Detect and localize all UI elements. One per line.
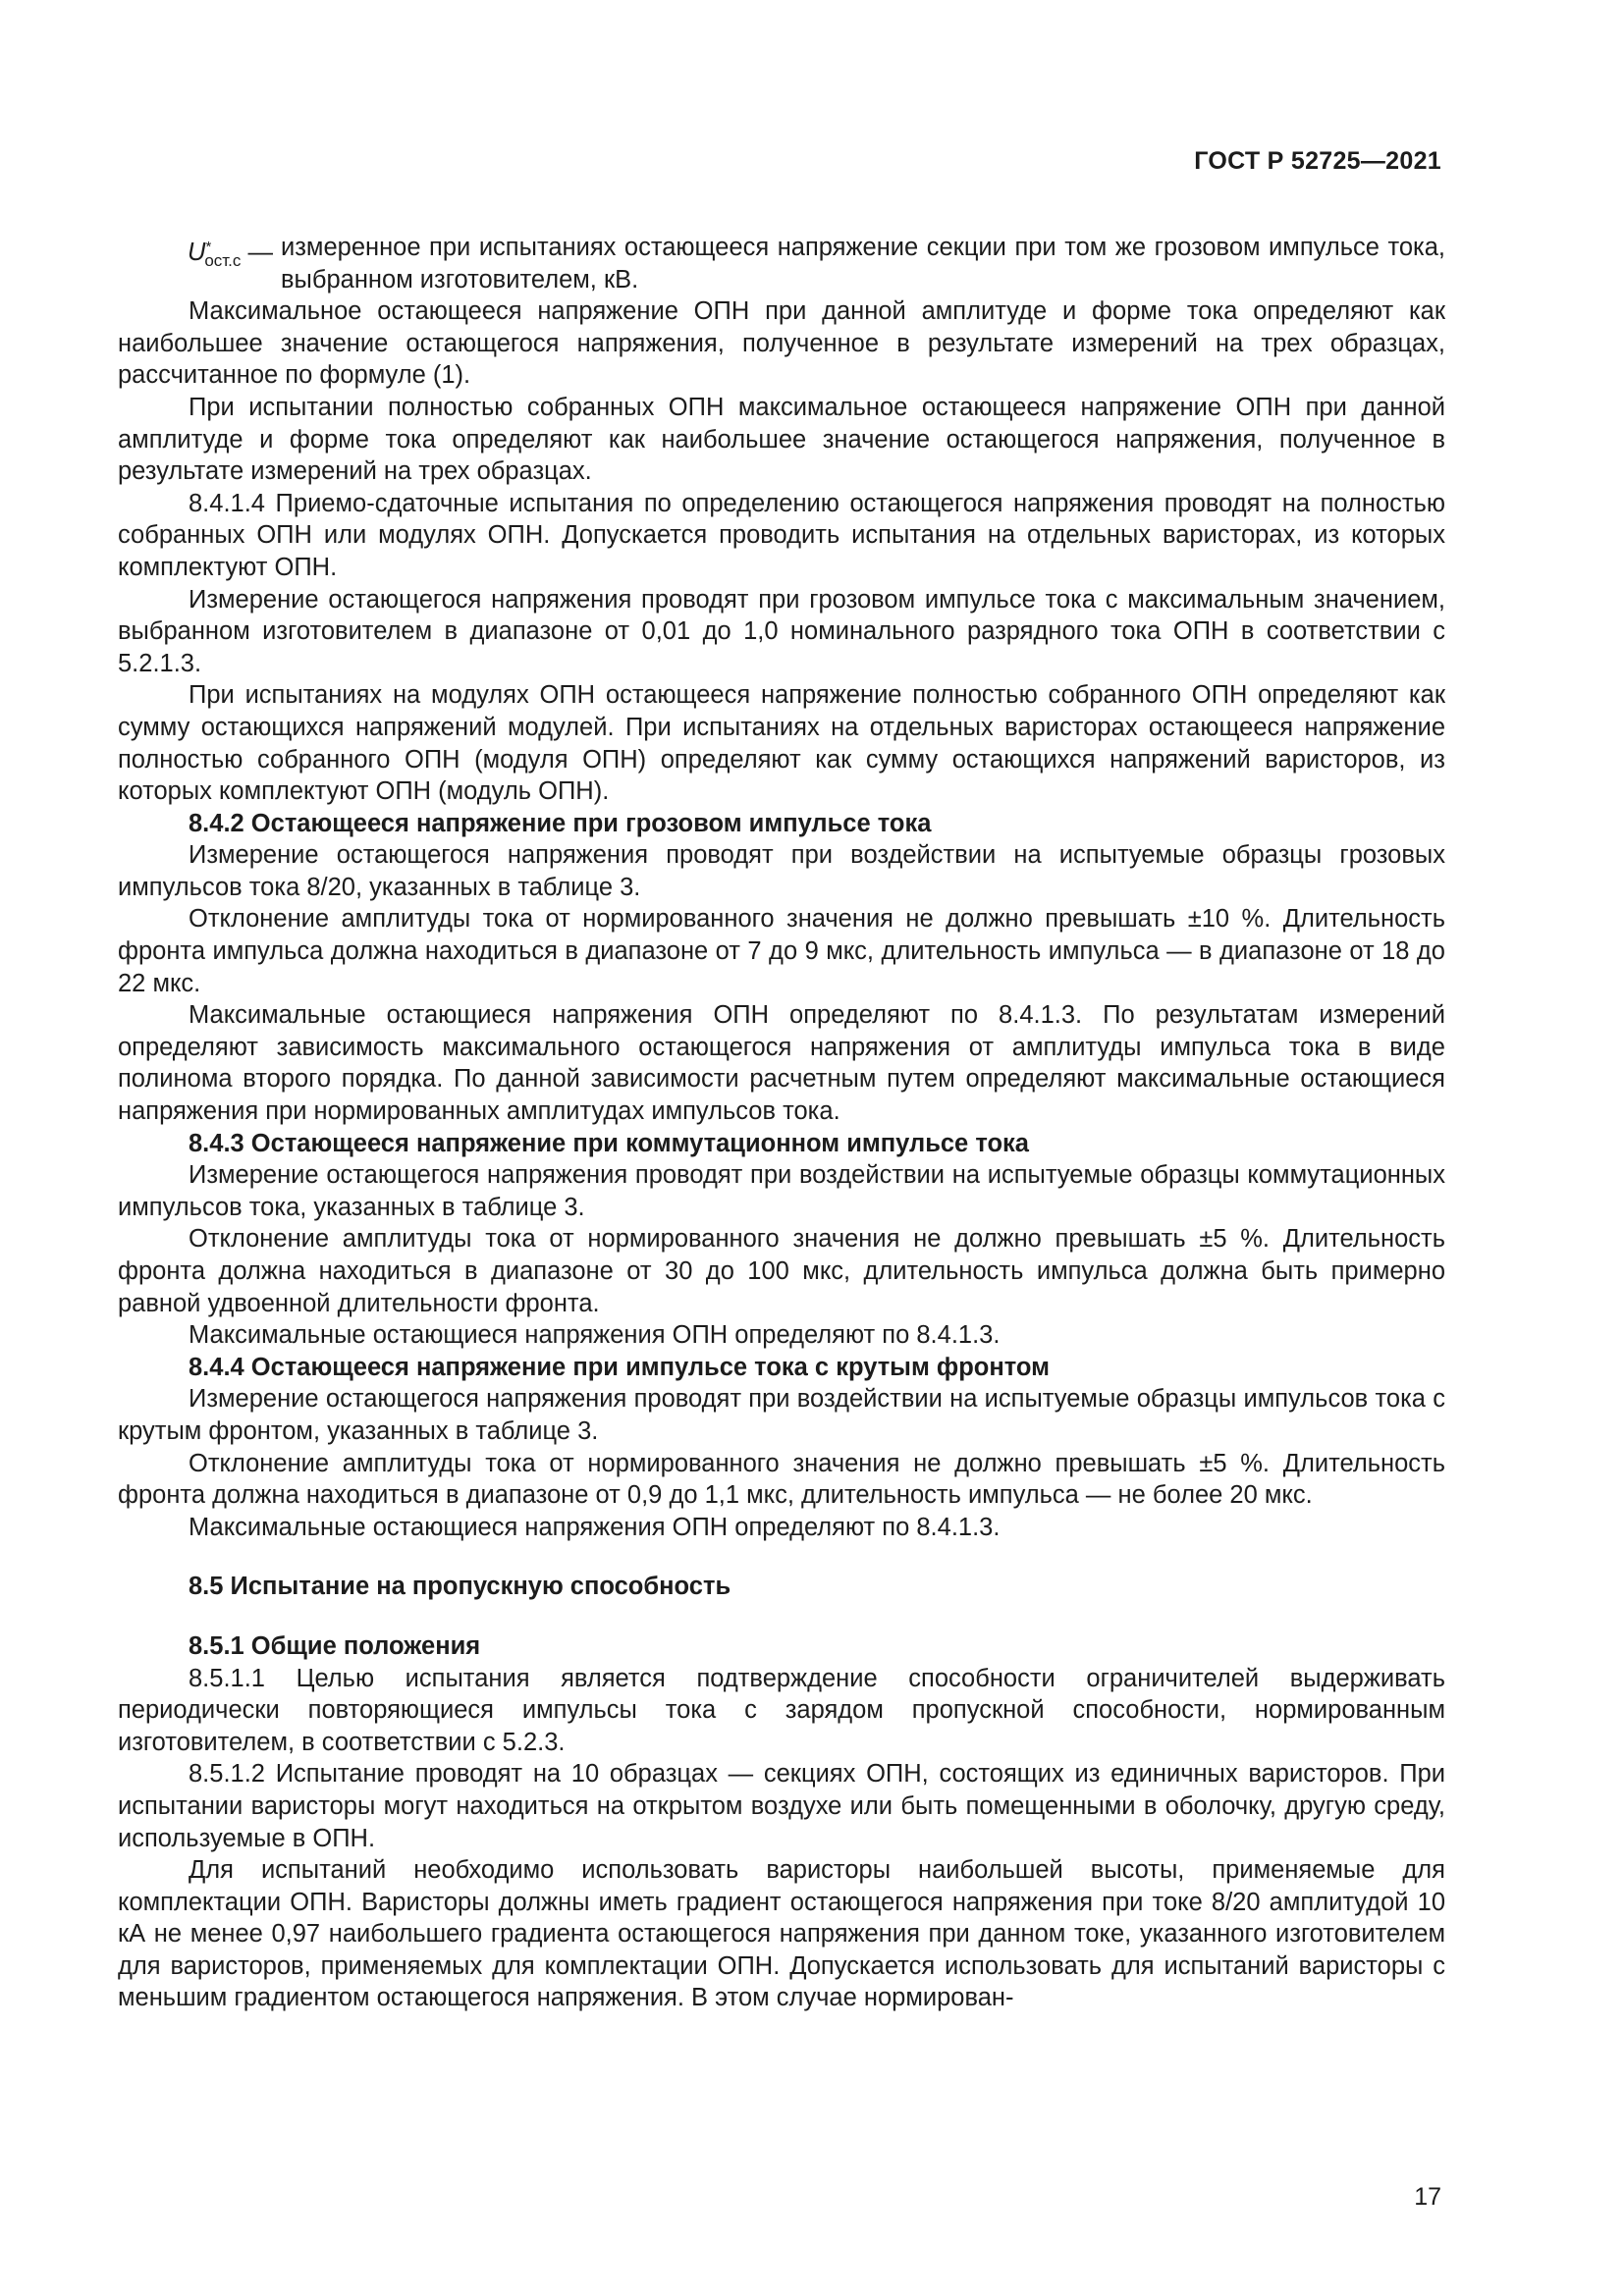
section-heading: 8.4.4 Остающееся напряжение при импульсе тока с крутым фронтом	[189, 1353, 1051, 1381]
section-heading: 8.4.2 Остающееся напряжение при грозовом импульсе тока	[189, 809, 932, 837]
paragraph: Для испытаний необходимо использовать варисторы наибольшей высоты, применяемые для комплектации ОПН. Варисторы должны иметь градиент остающегося напряжения при токе 8/20 амплитудой 10 кА не менее 0,97 наибольшего градиента остающегося напряжения при данном токе, указанного изготовителем для варисторов, применяемых для комплектации ОПН. Допускается использовать для испытаний варисторы с меньшим градиентом остающегося напряжения. В этом случае нормирован-	[118, 1856, 1445, 2012]
paragraph: Измерение остающегося напряжения проводят при воздействии на испытуемые образцы импульсов тока с крутым фронтом, указанных в таблице 3.	[118, 1385, 1445, 1445]
symbol-subscript: ост.с	[204, 251, 242, 270]
document-id: ГОСТ Р 52725—2021	[1194, 147, 1441, 175]
paragraph: При испытании полностью собранных ОПН максимальное остающееся напряжение ОПН при данной амплитуде и форме тока определяют как наибольшее значение остающегося напряжения, полученное в результате измерений на трех образцах.	[118, 393, 1445, 486]
paragraph: Максимальные остающиеся напряжения ОПН определяют по 8.4.1.3.	[189, 1321, 1001, 1350]
section-heading: 8.5.1 Общие положения	[189, 1631, 481, 1660]
paragraph: Максимальное остающееся напряжение ОПН при данной амплитуде и форме тока определяют как наибольшее значение остающегося напряжения, полученное в результате измерений на трех образцах, рассчитанное по формуле (1).	[118, 297, 1445, 390]
symbol-dash: —	[247, 239, 273, 266]
section-heading: 8.5 Испытание на пропускную способность	[189, 1573, 731, 1601]
symbol-base: U	[188, 239, 206, 266]
paragraph: Максимальные остающиеся напряжения ОПН определяют по 8.4.1.3.	[189, 1513, 1001, 1541]
paragraph: При испытаниях на модулях ОПН остающееся напряжение полностью собранного ОПН определяют как сумму остающихся напряжений модулей. При испытаниях на отдельных варисторах остающееся напряжение полностью собранного ОПН (модуля ОПН) определяют как сумму остающихся напряжений варисторов, из которых комплектуют ОПН (модуль ОПН).	[118, 681, 1445, 806]
symbol-definition-text: измеренное при испытаниях остающееся напряжение секции при том же грозовом импульсе тока, выбранном изготовителем, кВ.	[281, 234, 1445, 294]
paragraph: Максимальные остающиеся напряжения ОПН определяют по 8.4.1.3. По результатам измерений определяют зависимость максимального остающегося напряжения от амплитуды импульса тока в виде полинома второго порядка. По данной зависимости расчетным путем определяют максимальные остающиеся напряжения при нормированных амплитудах импульсов тока.	[118, 1001, 1445, 1126]
section-heading: 8.4.3 Остающееся напряжение при коммутационном импульсе тока	[189, 1129, 1029, 1157]
paragraph: 8.5.1.1 Целью испытания является подтверждение способности ограничителей выдерживать периодически повторяющиеся импульсы тока с зарядом пропускной способности, нормированным изготовителем, в соответствии с 5.2.3.	[118, 1664, 1445, 1756]
page-number: 17	[1414, 2183, 1441, 2211]
paragraph-list	[118, 295, 1445, 2014]
paragraph: Отклонение амплитуды тока от нормированного значения не должно превышать ±5 %. Длительность фронта должна находиться в диапазоне от 0,9 до 1,1 мкс, длительность импульса — не более 20 мкс.	[118, 1449, 1445, 1510]
paragraph: Измерение остающегося напряжения проводят при воздействии на испытуемые образцы коммутационных импульсов тока, указанных в таблице 3.	[118, 1161, 1445, 1221]
paragraph: 8.4.1.4 Приемо-сдаточные испытания по определению остающегося напряжения проводят на полностью собранных ОПН или модулях ОПН. Допускается проводить испытания на отдельных варисторах, из которых комплектуют ОПН.	[118, 489, 1445, 581]
paragraph: Отклонение амплитуды тока от нормированного значения не должно превышать ±10 %. Длительность фронта импульса должна находиться в диапазоне от 7 до 9 мкс, длительность импульса — в диапазоне от 18 до 22 мкс.	[118, 905, 1445, 997]
symbol	[118, 232, 281, 295]
symbol-superscript: *	[205, 239, 212, 255]
symbol-definition	[118, 232, 1445, 295]
page-body	[118, 232, 1445, 2014]
paragraph: 8.5.1.2 Испытание проводят на 10 образцах — секциях ОПН, состоящих из единичных варисторов. При испытании варисторы могут находиться на открытом воздухе или быть помещенными в оболочку, другую среду, используемые в ОПН.	[118, 1760, 1445, 1852]
paragraph: Измерение остающегося напряжения проводят при грозовом импульсе тока с максимальным значением, выбранном изготовителем в диапазоне от 0,01 до 1,0 номинального разрядного тока ОПН в соответствии с 5.2.1.3.	[118, 585, 1445, 677]
paragraph: Измерение остающегося напряжения проводят при воздействии на испытуемые образцы грозовых импульсов тока 8/20, указанных в таблице 3.	[118, 841, 1445, 901]
paragraph: Отклонение амплитуды тока от нормированного значения не должно превышать ±5 %. Длительность фронта должна находиться в диапазоне от 30 до 100 мкс, длительность импульса должна быть примерно равной удвоенной длительности фронта.	[118, 1225, 1445, 1317]
